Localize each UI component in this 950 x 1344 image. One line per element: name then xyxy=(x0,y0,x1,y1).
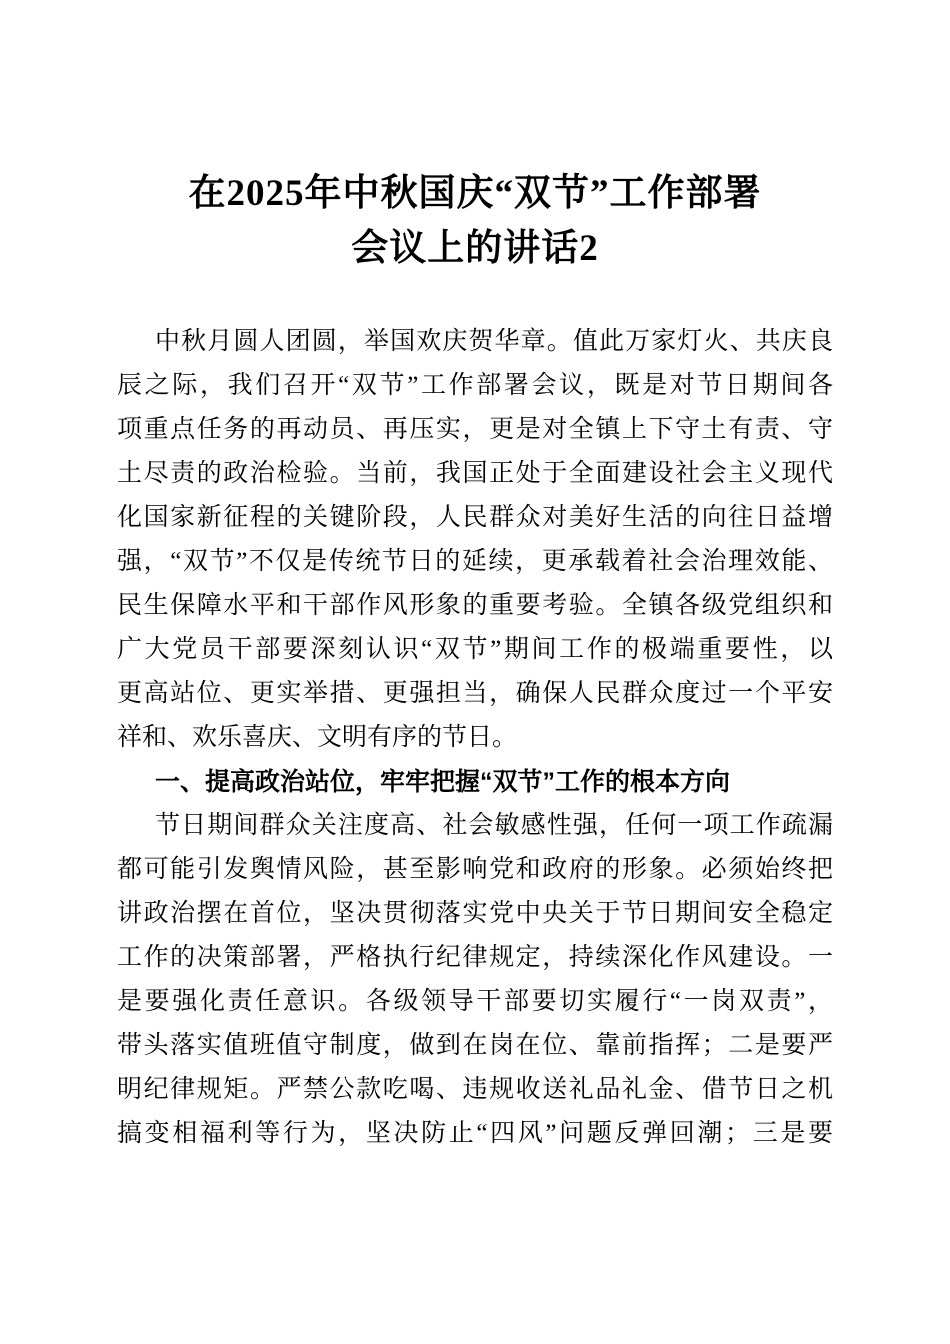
text-line: 中秋月圆人团圆，举国欢庆贺华章。值此万家灯火、共庆良 xyxy=(155,328,833,355)
text-line: 更高站位、更实举措、更强担当，确保人民群众度过一个平安 xyxy=(117,680,833,707)
text-line: 强，“双节”不仅是传统节日的延续，更承载着社会治理效能、 xyxy=(117,548,833,575)
text-line: 化国家新征程的关键阶段，人民群众对美好生活的向往日益增 xyxy=(117,504,833,531)
document-body xyxy=(117,320,833,1156)
text-line: 搞变相福利等行为，坚决防止“四风”问题反弹回潮；三是要 xyxy=(117,1120,833,1147)
text-line: 讲政治摆在首位，坚决贯彻落实党中央关于节日期间安全稳定 xyxy=(117,900,833,927)
text-line: 项重点任务的再动员、再压实，更是对全镇上下守土有责、守 xyxy=(117,416,833,443)
paragraph xyxy=(117,320,833,760)
paragraph xyxy=(117,804,833,1156)
text-line: 是要强化责任意识。各级领导干部要切实履行“一岗双责”， xyxy=(117,988,833,1015)
text-line: 广大党员干部要深刻认识“双节”期间工作的极端重要性，以 xyxy=(117,636,833,663)
text-line: 明纪律规矩。严禁公款吃喝、违规收送礼品礼金、借节日之机 xyxy=(117,1076,833,1103)
document-title-line-1: 在2025年中秋国庆“双节”工作部署 xyxy=(188,173,762,214)
text-line: 辰之际，我们召开“双节”工作部署会议，既是对节日期间各 xyxy=(117,372,833,399)
document-title xyxy=(117,166,833,276)
text-line: 祥和、欢乐喜庆、文明有序的节日。 xyxy=(117,724,518,751)
text-line: 带头落实值班值守制度，做到在岗在位、靠前指挥；二是要严 xyxy=(117,1032,833,1059)
text-line: 民生保障水平和干部作风形象的重要考验。全镇各级党组织和 xyxy=(117,592,833,619)
document-title-line-2: 会议上的讲话2 xyxy=(351,228,599,269)
text-line: 节日期间群众关注度高、社会敏感性强，任何一项工作疏漏 xyxy=(155,812,833,839)
text-line: 土尽责的政治检验。当前，我国正处于全面建设社会主义现代 xyxy=(117,460,833,487)
text-line: 都可能引发舆情风险，甚至影响党和政府的形象。必须始终把 xyxy=(117,856,833,883)
text-line: 工作的决策部署，严格执行纪律规定，持续深化作风建设。一 xyxy=(117,944,833,971)
section-heading xyxy=(117,760,833,804)
text-line: 一、提高政治站位，牢牢把握“双节”工作的根本方向 xyxy=(155,768,731,796)
